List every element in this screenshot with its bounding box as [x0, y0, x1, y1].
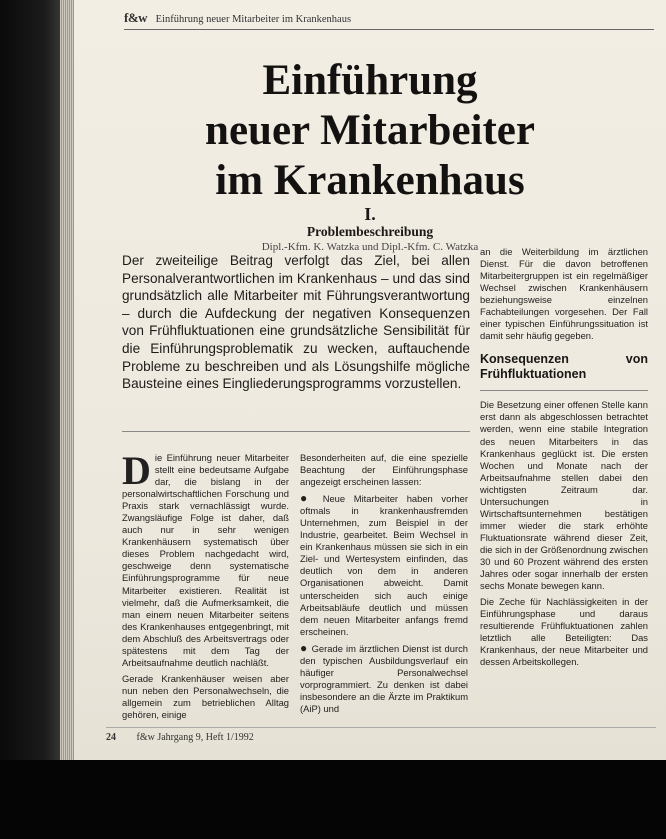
section-heading-rule	[480, 390, 648, 391]
journal-citation: f&w Jahrgang 9, Heft 1/1992	[136, 732, 254, 743]
running-title: Einführung neuer Mitarbeiter im Krankenhaus	[155, 14, 352, 25]
column2-paragraph-1: Besonderheiten auf, die eine spezielle Beachtung der Einführungsphase angezeigt erscheinen lassen:	[300, 452, 468, 488]
bullet-icon: ●	[300, 640, 312, 655]
drop-cap: D	[122, 448, 151, 493]
title-line-3: im Krankenhaus	[215, 157, 525, 204]
column3-paragraph-1: an die Weiterbildung im ärztlichen Dienst. Für die davon betroffenen Mitarbeitergruppen ist ein regelmäßiger Wechsel zwischen Krankenhäusern beziehungsweise einzelnen Fachabteilungen vorgesehen. Der Fall einer typischen Einführungssituation ist damit sehr häufig gegeben.	[480, 246, 648, 342]
column1-paragraph-2: Gerade Krankenhäuser weisen aber nun neben den Personalwechseln, die allgemein zum betrieblichen Alltag gehören, einige	[122, 672, 289, 720]
column2-bullet-1	[300, 492, 468, 638]
running-header	[124, 10, 351, 26]
page-footer	[106, 732, 254, 743]
page-stack-edge	[60, 0, 74, 760]
dark-background	[0, 760, 666, 839]
article-authors: Dipl.-Kfm. K. Watzka und Dipl.-Kfm. C. Watzka	[261, 241, 479, 253]
column1-text-1: ie Einführung neuer Mitarbeiter stellt eine bedeutsame Aufgabe dar, die bislang in der personalwirtschaftlichen Forschung und Praxis stark vernachlässigt wurde. Zwangsläufige Folge ist daher, daß auch nur in sehr wenigen Krankenhäusern systematisch über dieses Problem nachgedacht wird, geschweige denn systematische Einführungsprogramme für neue Mitarbeiter existieren. Realität ist vielmehr, daß die Aufmerksamkeit, die man einem neuen Mitarbeiter seitens des Krankenhauses entgegenbringt, mit dem Abschluß des Arbeitsvertrags oder spätestens mit dem Tag der Arbeitsaufnahme deutlich nachläßt.	[122, 452, 289, 668]
journal-logo: f&w	[124, 10, 148, 25]
column2-bullet-1-text: Neue Mitarbeiter haben vorher oftmals in krankenhausfremden Unternehmen, zum Beispiel in der Industrie, gearbeitet. Beim Wechsel in ein Krankenhaus müssen sie sich in ein Ziel- und Wertesystem einfinden, das deutlich von dem in anderen Organisationen abweicht. Damit unterscheiden sich auch einige Arbeitsabläufe deutlich und müssen dem neuen Mitarbeiter anfangs fremd erscheinen.	[300, 493, 468, 637]
column3-paragraph-2: Die Besetzung einer offenen Stelle kann erst dann als abgeschlossen betrachtet werden, wenn eine stabile Integration des neuen Mitarbeiters in das Krankenhaus geglückt ist. Die ersten Wochen und Monate nach der Arbeitsaufnahme stellen dabei den wichtigsten Zeitraum dar. Untersuchungen in Wirtschaftsunternehmen bestätigen immer wieder die stark erhöhte Fluktuationsrate während dieser Zeit, die sich in der Größenordnung zwischen 30 und 60 Prozent während des ersten Jahres oder sogar innerhalb der ersten sechs Monate bewegen kann.	[480, 399, 648, 592]
bullet-icon: ●	[300, 491, 323, 506]
article-subtitle: Problembeschreibung	[306, 224, 434, 239]
body-column-1	[122, 448, 289, 725]
lead-paragraph: Der zweiteilige Beitrag verfolgt das Ziel, bei allen Personalverantwortlichen im Krankenhaus – und das sind grundsätzlich alle Mitarbeiter mit Führungsverantwortung – durch die Aufdeckung der negativen Konsequenzen von Frühfluktuationen eine grundsätzliche Sensibilität für die Einführungsproblematik zu wecken, auftauchende Probleme zu beschreiben und als Lösungshilfe mögliche Bausteine eines Eingliederungsprogramms vorzustellen.	[122, 253, 470, 392]
section-heading: Konsequenzen von Frühfluktuationen	[480, 352, 648, 382]
magazine-page	[74, 0, 666, 760]
body-column-3	[480, 246, 648, 672]
footer-rule	[106, 727, 656, 728]
lead-divider	[122, 431, 470, 432]
part-number: I.	[364, 204, 376, 224]
article-title	[74, 56, 666, 206]
title-line-2: neuer Mitarbeiter	[205, 107, 535, 154]
column3-paragraph-3: Die Zeche für Nachlässigkeiten in der Einführungsphase und daraus resultierende Frühfluktuationen zahlen letztlich alle Beteiligten: Das Krankenhaus, der neue Mitarbeiter und dessen Arbeitskollegen.	[480, 596, 648, 668]
header-rule	[124, 29, 654, 30]
page-number: 24	[106, 732, 116, 743]
column2-bullet-2	[300, 642, 468, 715]
column2-bullet-2-text: Gerade im ärztlichen Dienst ist durch den typischen Ausbildungsverlauf ein häufiger Personalwechsel vorprogrammiert. Zu denken ist dabei insbesondere an die Ärzte im Praktikum (AiP) und	[300, 642, 468, 714]
title-line-1: Einführung	[262, 57, 478, 104]
body-column-2	[300, 452, 468, 719]
column1-paragraph-1	[122, 448, 289, 669]
